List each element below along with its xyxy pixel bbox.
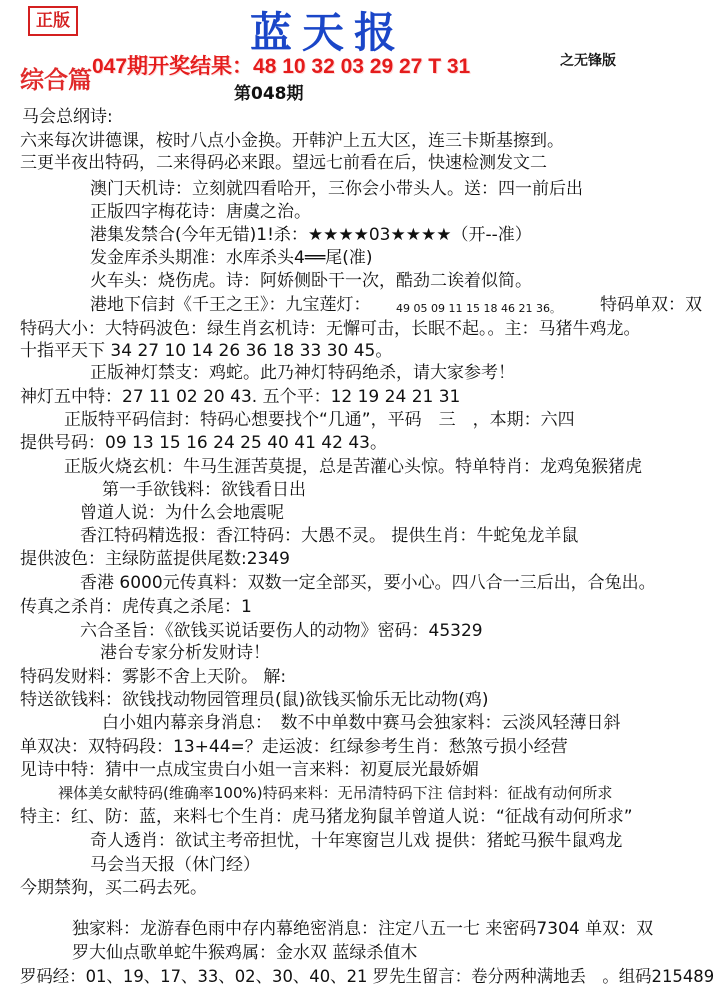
text-line: 神灯五中特：27 11 02 20 43. 五个平：12 19 24 21 31 bbox=[20, 387, 461, 407]
text-line: 港地下信封《千王之王》：九宝莲灯： bbox=[90, 295, 371, 315]
text-line: 特码大小：大特码波色：绿生肖玄机诗：无懈可击，长眠不起。。主：马猪牛鸡龙。 bbox=[20, 319, 641, 339]
text-line: 罗大仙点歌单蛇牛猴鸡属：金水双 蓝绿杀值木 bbox=[72, 943, 418, 963]
text-line: 今期禁狗，买二码去死。 bbox=[20, 878, 207, 898]
text-line: 特送欲钱料：欲钱找动物园管理员(鼠)欲钱买愉乐无比动物(鸡) bbox=[20, 690, 489, 710]
text-line: 发金库杀头期准：水库杀头4══尾(准) bbox=[90, 248, 373, 268]
text-line: 特码发财料：雾影不舍上天阶。 解: bbox=[20, 667, 287, 687]
text-line: 第一手欲钱料：欲钱看日出 bbox=[102, 480, 306, 500]
text-line: 提供号码：09 13 15 16 24 25 40 41 42 43。 bbox=[20, 433, 387, 453]
text-line: 49 05 09 11 15 18 46 21 36。 bbox=[396, 302, 561, 315]
text-line: 裸体美女献特码(维确率100%)特码来料：无吊清特码下注 信封料：征战有动何所求 bbox=[58, 784, 613, 802]
text-line: 曾道人说：为什么会地震呢 bbox=[80, 503, 284, 523]
text-line: 罗码经：01、19、17、33、02、30、40、21 罗先生留言：卷分两种满地丢 。组码215489 bbox=[20, 967, 715, 987]
text-line: 港台专家分析发财诗！ bbox=[100, 643, 270, 663]
text-line: 白小姐内幕亲身消息： 数不中单数中赛马会独家料：云淡风轻薄日斜 bbox=[102, 713, 621, 733]
text-line: 澳门天机诗：立刻就四看哈开，三你会小带头人。送：四一前后出 bbox=[90, 179, 583, 199]
text-line: 马会总纲诗: bbox=[22, 107, 113, 127]
draw-result: 047期开奖结果：48 10 32 03 29 27 T 31 bbox=[92, 55, 471, 78]
text-line: 正版神灯禁支：鸡蛇。此乃神灯特码绝杀，请大家参考！ bbox=[90, 363, 515, 383]
text-line: 传真之杀肖：虎传真之杀尾：1 bbox=[20, 597, 252, 617]
text-line: 三更半夜出特码，二来得码必来跟。望远七前看在后，快速检测发文二 bbox=[20, 153, 547, 173]
text-line: 六合圣旨：《欲钱买说话要伤人的动物》密码：45329 bbox=[80, 621, 483, 641]
text-line: 香江特码精选报：香江特码：大愚不灵。 提供生肖：牛蛇兔龙羊鼠 bbox=[80, 526, 579, 546]
edition-label: 之无锋版 bbox=[560, 53, 616, 69]
text-line: 马会当天报（休门经） bbox=[90, 855, 260, 875]
text-line: 特码单双：双 bbox=[600, 295, 702, 315]
issue-number: 第048期 bbox=[234, 84, 304, 104]
edition-badge: 正版 bbox=[28, 6, 78, 36]
text-line: 特主：红、防：蓝，来料七个生肖：虎马猪龙狗鼠羊曾道人说：“征战有动何所求” bbox=[20, 807, 633, 827]
text-line: 港集发禁合(今年无错)1!杀：★★★★03★★★★（开--准） bbox=[90, 225, 532, 245]
text-line: 十指平天下 34 27 10 14 26 36 18 33 30 45。 bbox=[20, 341, 393, 361]
masthead-title: 蓝天报 bbox=[250, 8, 407, 57]
text-line: 香港 6000元传真料：双数一定全部买，要小心。四八合一三后出，合兔出。 bbox=[80, 573, 656, 593]
text-line: 正版特平码信封：特码心想要找个“几通”，平码 三 ，本期：六四 bbox=[64, 410, 575, 430]
text-line: 见诗中特：猜中一点成宝贵白小姐一言来料：初夏辰光最娇媚 bbox=[20, 760, 479, 780]
text-line: 火车头：烧伤虎。诗：阿娇侧卧干一次，酷劲二诶着似简。 bbox=[90, 271, 532, 291]
text-line: 正版四字梅花诗：唐虞之治。 bbox=[90, 202, 311, 222]
text-line: 独家料：龙游春色雨中存内幕绝密消息：注定八五一七 来密码7304 单双：双 bbox=[72, 919, 654, 939]
text-line: 奇人透肖：欲试主考帝担忧，十年寒窗岂儿戏 提供：猪蛇马猴牛鼠鸡龙 bbox=[90, 831, 623, 851]
text-line: 正版火烧玄机：牛马生涯苦莫提，总是苦灌心头惊。特单特肖：龙鸡兔猴猪虎 bbox=[64, 457, 642, 477]
text-line: 六来每次讲德课，桉时八点小金换。开韩沪上五大区，连三卡斯基擦到。 bbox=[20, 131, 564, 151]
section-title: 综合篇 bbox=[20, 65, 92, 94]
text-line: 单双决：双特码段：13+44=？走运波：红绿参考生肖：愁煞亏损小经营 bbox=[20, 737, 568, 757]
text-line: 提供波色：主绿防蓝提供尾数:2349 bbox=[20, 549, 290, 569]
